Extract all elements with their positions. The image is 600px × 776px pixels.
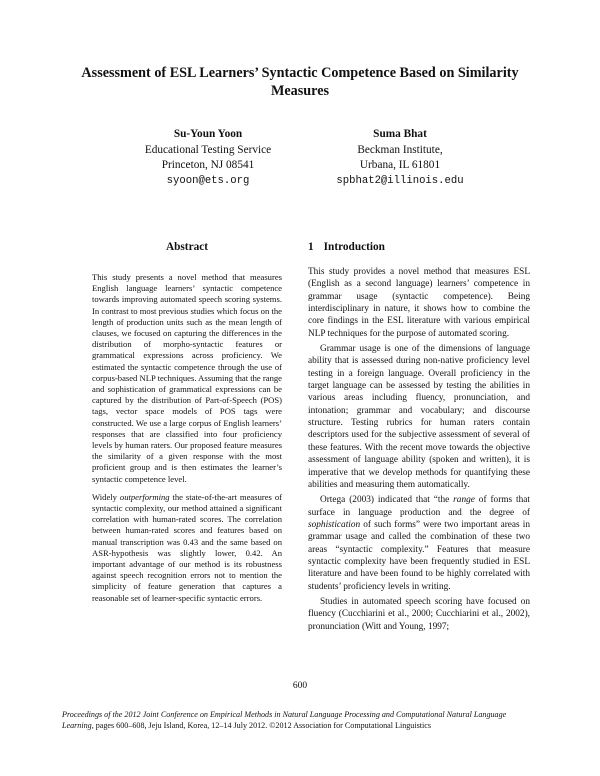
emphasis-text: range xyxy=(453,495,475,506)
intro-paragraph-3: Ortega (2003) indicated that “the range of forms that surface in language production and the degree of sophistication of such forms” were two important areas in grammar usage and called the combination of these two areas “syntactic complexity.” Features that measure syntactic complexity have been frequently studied in ESL literature and have been found to be highly correlated with students’ proficiency levels in writing. xyxy=(308,495,530,592)
section-number: 1 xyxy=(308,241,314,253)
introduction-heading xyxy=(308,241,385,253)
introduction-body xyxy=(308,266,530,636)
proceedings-details: , pages 600–608, Jeju Island, Korea, 12–14 July 2012. ©2012 Association for Computational Linguistics xyxy=(91,720,431,730)
abstract-paragraph-2: Widely outperforming the state-of-the-art measures of syntactic complexity, our method attained a significant correlation with human-rated scores. The correlation between human-rated scores and features based on manual transcription was 0.43 and the same based on ASR-hypothesis was slightly lower, 0.42. An important advantage of our method is its robustness against speech recognition errors not to mention the simplicity of feature generation that captures a reasonable set of learner-specific syntactic errors. xyxy=(92,491,282,603)
author-email[interactable]: syoon@ets.org xyxy=(166,174,250,187)
author-affiliation: Beckman Institute, xyxy=(357,143,443,156)
intro-paragraph-4: Studies in automated speech scoring have focused on fluency (Cucchiarini et al., 2000; Cucchiarini et al., 2002), pronunciation (Witt and Young, 1997; xyxy=(308,596,530,632)
intro-paragraph-1: This study provides a novel method that measures ESL (English as a second language) learners’ competence in grammar usage (syntactic competence). Being interdisciplinary in nature, it shows how to combine the core findings in the ESL literature with various empirical NLP techniques for the purpose of automated scoring. xyxy=(308,267,530,339)
proceedings-title: Proceedings of the 2012 Joint Conference on Empirical Methods in Natural Language Processing and Computational Natural Language Learning xyxy=(62,710,507,730)
section-title: Introduction xyxy=(323,241,385,253)
author-affiliation: Educational Testing Service xyxy=(144,143,272,156)
page-number: 600 xyxy=(292,681,308,691)
emphasis-text: outperforming xyxy=(119,491,170,502)
author-location: Princeton, NJ 08541 xyxy=(161,159,255,171)
paper-title: Assessment of ESL Learners’ Syntactic Competence Based on Similarity Measures xyxy=(81,65,519,99)
abstract-heading: Abstract xyxy=(165,241,209,253)
author-block-1 xyxy=(98,127,318,189)
intro-paragraph-2: Grammar usage is one of the dimensions of language ability that is assessed during non-native proficiency level testing in a foreign language. Overall proficiency in the target language can be assessed by testing the abilities in various areas including fluency, pronunciation, and intonation; grammar and vocabulary; and discourse structure. Testing rubrics for human raters contain descriptors used for the subjective assessment of several of these features. With the recent move towards the objective assessment of language ability (spoken and written), it is imperative that we develop methods for quantifying these abilities and measuring them automatically. xyxy=(308,344,530,490)
emphasis-text: sophistication xyxy=(308,519,361,530)
proceedings-footer xyxy=(62,710,538,731)
author-email[interactable]: spbhat2@illinois.edu xyxy=(336,174,464,187)
author-location: Urbana, IL 61801 xyxy=(359,159,441,171)
abstract-body xyxy=(92,272,282,611)
abstract-paragraph-1: This study presents a novel method that measures English language learners’ syntactic competence towards improving automated speech scoring systems. In contrast to most previous studies which focus on the length of production units such as the mean length of clauses, we focused on capturing the differences in the distribution of morpho-syntactic features or grammatical expressions across proficiency. We estimated the syntactic competence through the use of corpus-based NLP techniques. Assuming that the range and sophistication of grammatical expressions can be captured by the distribution of Part-of-Speech (POS) tags, vector space models of POS tags were constructed. We use a large corpus of English learners’ responses that are classified into four proficiency levels by human raters. Our proposed feature measures the similarity of a given response with the most proficient group and is then estimates the learner’s syntactic competence level. xyxy=(92,272,282,484)
author-name: Suma Bhat xyxy=(373,128,427,140)
author-block-2 xyxy=(290,127,510,189)
author-name: Su-Youn Yoon xyxy=(173,128,243,140)
